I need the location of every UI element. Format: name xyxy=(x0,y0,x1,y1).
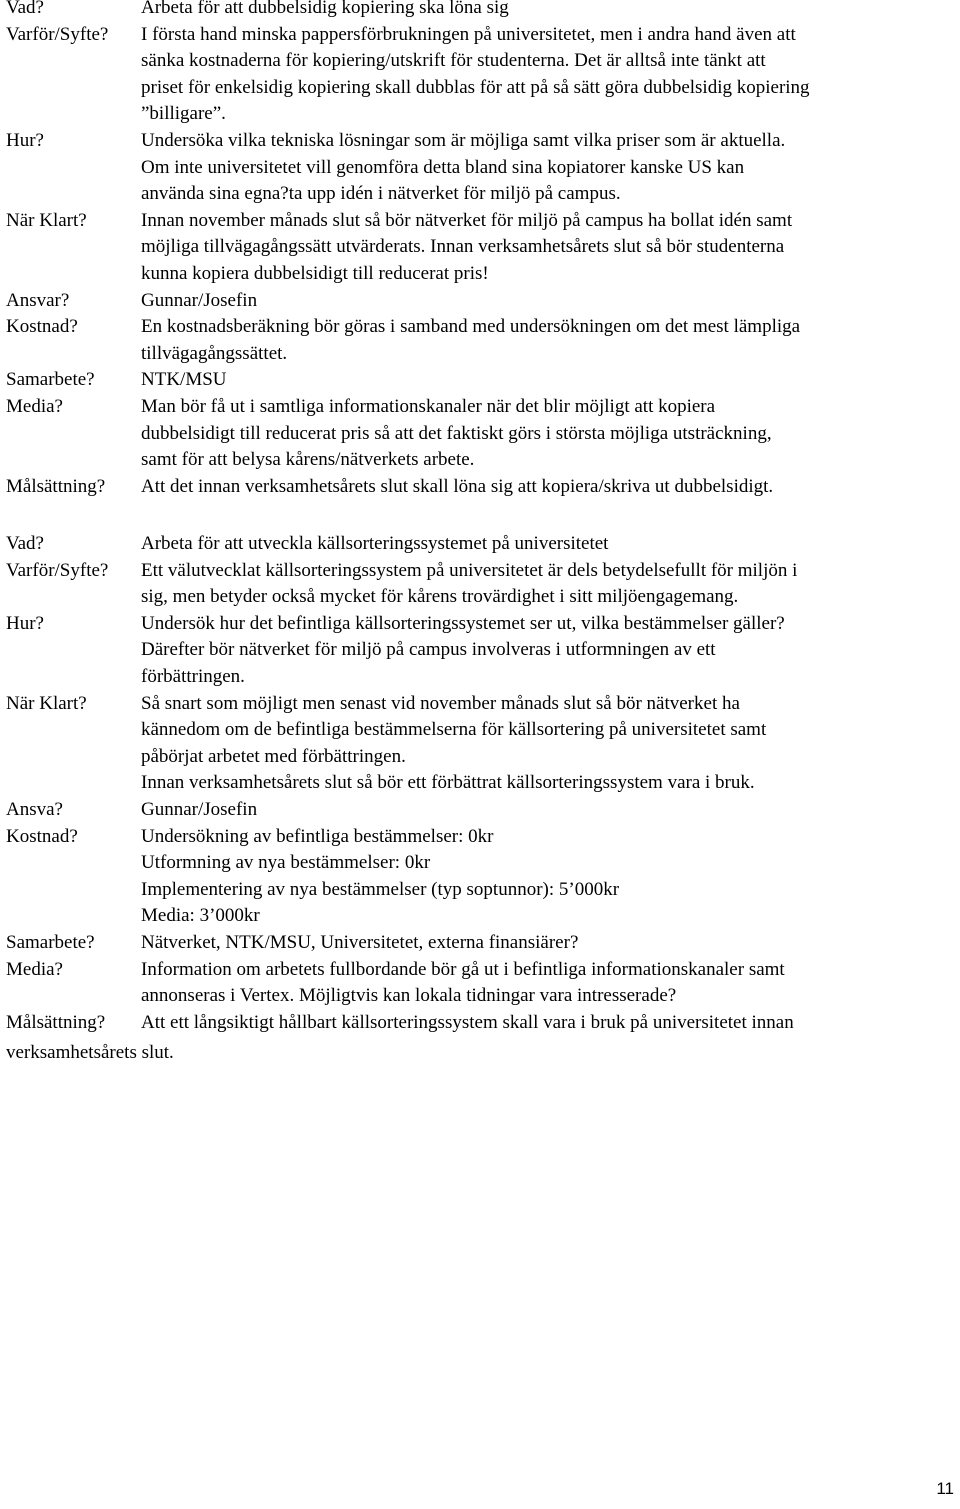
field-row-kostnad xyxy=(6,314,810,367)
field-label: Vad? xyxy=(6,0,44,18)
field-value-line: Undersök hur det befintliga källsorteringssystemet ser ut, vilka bestämmelser gäller? xyxy=(141,612,785,634)
field-value-line: förbättringen. xyxy=(141,665,245,687)
field-row-samarbete xyxy=(6,367,810,394)
field-row-ansvar xyxy=(6,288,810,315)
field-value-line: Arbeta för att utveckla källsorteringssystemet på universitetet xyxy=(141,533,609,554)
field-value-line: sänka kostnaderna för kopiering/utskrift för studenterna. Det är alltså inte tänkt att xyxy=(141,50,766,72)
field-label: Varför/Syfte? xyxy=(6,23,109,45)
field-value-line: använda sina egna?ta upp idén i nätverket för miljö på campus. xyxy=(141,183,621,205)
field-label: Vad? xyxy=(6,533,44,554)
field-value-line: möjliga tillvägagångssätt utvärderats. Innan verksamhetsårets slut så bör studenterna xyxy=(141,236,785,258)
field-value-line: Att det innan verksamhetsårets slut skall löna sig att kopiera/skriva ut dubbelsidigt. xyxy=(141,475,774,497)
field-row-målsättning xyxy=(6,1010,797,1037)
field-value-line: NTK/MSU xyxy=(141,369,227,391)
field-value-line: Innan verksamhetsårets slut så bör ett förbättrat källsorteringssystem vara i bruk. xyxy=(141,772,755,794)
action-block-recycling xyxy=(6,531,797,1067)
field-label: Media? xyxy=(6,395,63,417)
field-value-line: Undersöka vilka tekniska lösningar som är möjliga samt vilka priser som är aktuella. xyxy=(141,129,786,151)
field-value-line: Undersökning av befintliga bestämmelser: 0kr xyxy=(141,825,494,847)
field-label: Varför/Syfte? xyxy=(6,559,109,581)
field-value-line: påbörjat arbetet med förbättringen. xyxy=(141,745,406,767)
field-value-line: Arbeta för att dubbelsidig kopiering ska löna sig xyxy=(141,0,509,18)
field-value xyxy=(141,957,797,1010)
field-label: Hur? xyxy=(6,612,44,634)
field-value-line: Information om arbetets fullbordande bör gå ut i befintliga informationskanaler samt xyxy=(141,958,785,980)
field-value xyxy=(141,531,797,558)
field-label: Målsättning? xyxy=(6,475,106,497)
field-row-målsättning xyxy=(6,474,810,501)
field-label: Målsättning? xyxy=(6,1011,106,1033)
field-value xyxy=(141,474,810,501)
field-row-media xyxy=(6,394,810,474)
field-row-vad xyxy=(6,0,810,22)
field-value xyxy=(141,0,810,22)
field-value xyxy=(141,930,797,957)
field-value-line: Ett välutvecklat källsorteringssystem på universitetet är dels betydelsefullt för miljön i xyxy=(141,559,798,581)
field-value-line: Innan november månads slut så bör nätverket för miljö på campus ha bollat idén samt xyxy=(141,209,793,231)
field-value-continuation: verksamhetsårets slut. xyxy=(6,1042,174,1064)
field-row-hur xyxy=(6,128,810,208)
field-value-line: kunna kopiera dubbelsidigt till reducerat pris! xyxy=(141,262,489,284)
field-value xyxy=(141,797,797,824)
field-value-line: Gunnar/Josefin xyxy=(141,289,258,311)
field-value-line: Om inte universitetet vill genomföra detta bland sina kopiatorer kanske US kan xyxy=(141,156,745,178)
field-value-line: Gunnar/Josefin xyxy=(141,798,258,820)
field-value xyxy=(141,824,797,930)
field-value-line: ”billigare”. xyxy=(141,103,226,125)
field-value-line: tillvägagångssättet. xyxy=(141,342,288,364)
field-value xyxy=(141,314,810,367)
field-value-line: annonseras i Vertex. Möjligtvis kan lokala tidningar vara intresserade? xyxy=(141,985,677,1007)
field-label: Samarbete? xyxy=(6,369,95,391)
field-value xyxy=(141,394,810,474)
field-value xyxy=(141,611,797,691)
field-label: När Klart? xyxy=(6,209,87,231)
field-row-media xyxy=(6,957,797,1010)
field-value-line: sig, men betyder också mycket för kårens trovärdighet i sitt miljöengagemang. xyxy=(141,586,739,608)
field-row-hur xyxy=(6,611,797,691)
field-value xyxy=(141,367,810,394)
field-label: Kostnad? xyxy=(6,825,78,847)
field-value-line: kännedom om de befintliga bestämmelserna för källsortering på universitetet samt xyxy=(141,719,767,741)
field-value-line: Media: 3’000kr xyxy=(141,905,260,927)
field-row-kostnad xyxy=(6,824,797,930)
field-value-line: Utformning av nya bestämmelser: 0kr xyxy=(141,852,431,874)
field-value-line: Så snart som möjligt men senast vid november månads slut så bör nätverket ha xyxy=(141,692,740,714)
field-value-line: En kostnadsberäkning bör göras i samband med undersökningen om det mest lämpliga xyxy=(141,316,801,338)
field-value xyxy=(141,288,810,315)
field-row-ansva xyxy=(6,797,797,824)
field-row-varför-syfte xyxy=(6,558,797,611)
field-row-vad xyxy=(6,531,797,558)
field-label: När Klart? xyxy=(6,692,87,714)
field-label: Samarbete? xyxy=(6,931,95,953)
field-label: Kostnad? xyxy=(6,316,78,338)
field-label: Hur? xyxy=(6,129,44,151)
field-value xyxy=(141,558,797,611)
field-row-varför-syfte xyxy=(6,22,810,128)
field-value-line: Implementering av nya bestämmelser (typ soptunnor): 5’000kr xyxy=(141,878,620,900)
field-value-line: Därefter bör nätverket för miljö på campus involveras i utformningen av ett xyxy=(141,639,716,661)
field-value-line: Man bör få ut i samtliga informationskanaler när det blir möjligt att kopiera xyxy=(141,395,716,417)
action-block-duplex-copying xyxy=(6,0,810,500)
field-value xyxy=(141,1010,797,1037)
field-value-line: I första hand minska pappersförbrukningen på universitetet, men i andra hand även att xyxy=(141,23,796,45)
field-value xyxy=(141,208,810,288)
field-value-line: dubbelsidigt till reducerat pris så att det faktiskt görs i största möjliga utsträckning, xyxy=(141,422,772,444)
field-value-line: samt för att belysa kårens/nätverkets arbete. xyxy=(141,449,475,471)
field-value-line: Nätverket, NTK/MSU, Universitetet, externa finansiärer? xyxy=(141,931,579,953)
field-value-line: Att ett långsiktigt hållbart källsorteringssystem skall vara i bruk på universitetet innan xyxy=(141,1011,794,1033)
page-number: 11 xyxy=(936,1479,954,1498)
field-value xyxy=(141,22,810,128)
field-value xyxy=(141,128,810,208)
field-label: Ansvar? xyxy=(6,289,70,311)
field-value-line: priset för enkelsidig kopiering skall dubblas för att på så sätt göra dubbelsidig kopiering xyxy=(141,76,810,98)
field-value xyxy=(141,691,797,797)
field-label: Ansva? xyxy=(6,798,63,820)
field-row-samarbete xyxy=(6,930,797,957)
field-label: Media? xyxy=(6,958,63,980)
field-row-när-klart xyxy=(6,691,797,797)
field-row-när-klart xyxy=(6,208,810,288)
